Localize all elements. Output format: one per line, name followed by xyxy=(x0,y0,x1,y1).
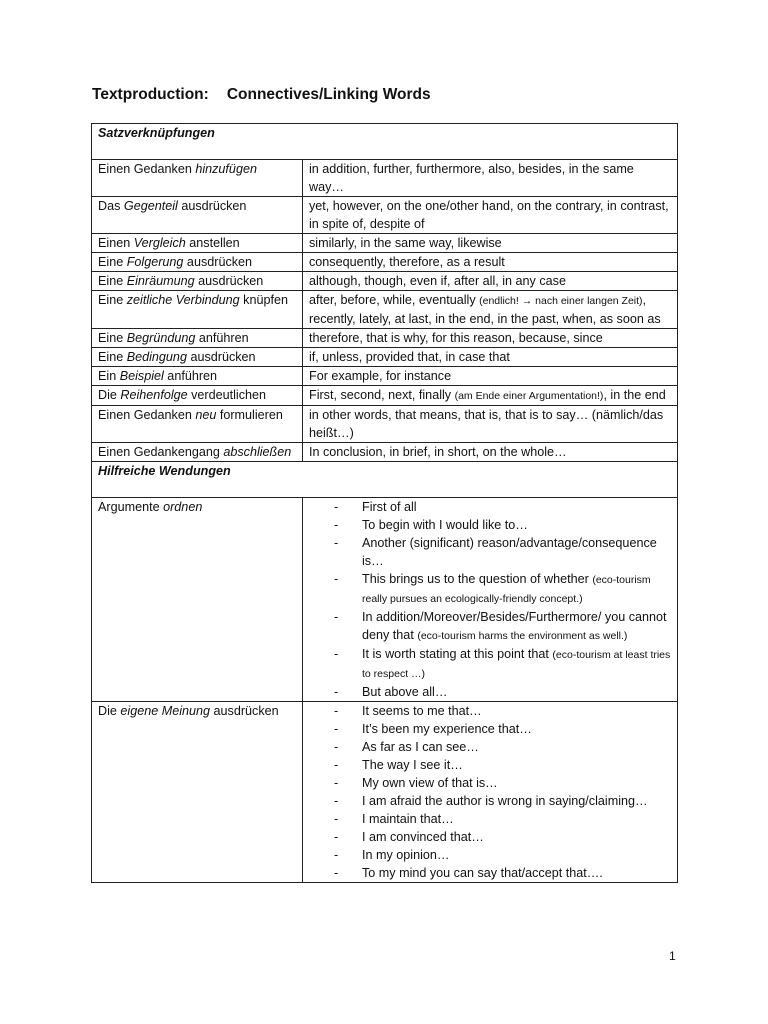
section-heading-hilfreiche-wendungen: Hilfreiche Wendungen xyxy=(92,462,678,498)
list-item: - The way I see it… xyxy=(356,756,671,774)
row-content: First, second, next, finally (am Ende einer Argumentation!), in the end xyxy=(303,386,678,406)
phrase-list xyxy=(309,498,671,701)
table-row xyxy=(92,406,678,443)
table-row xyxy=(92,234,678,253)
list-item: - It’s been my experience that… xyxy=(356,720,671,738)
list-item: - As far as I can see… xyxy=(356,738,671,756)
table-row xyxy=(92,291,678,329)
document-title xyxy=(92,86,431,104)
list-item: - Another (significant) reason/advantage/consequence is… xyxy=(356,534,671,570)
row-label: Die Reihenfolge verdeutlichen xyxy=(92,386,303,406)
row-content: yet, however, on the one/other hand, on the contrary, in contrast, in spite of, despite of xyxy=(303,197,678,234)
list-item: - It is worth stating at this point that (eco-tourism at least tries to respect …) xyxy=(356,645,671,683)
table-row xyxy=(92,197,678,234)
list-item: - To begin with I would like to… xyxy=(356,516,671,534)
row-label: Eine Einräumung ausdrücken xyxy=(92,272,303,291)
row-label: Einen Vergleich anstellen xyxy=(92,234,303,253)
row-content-eigene-meinung xyxy=(303,702,678,883)
row-label: Eine Folgerung ausdrücken xyxy=(92,253,303,272)
table-row xyxy=(92,443,678,462)
list-item: - I am afraid the author is wrong in saying/claiming… xyxy=(356,792,671,810)
row-label: Einen Gedanken hinzufügen xyxy=(92,160,303,197)
table-row xyxy=(92,498,678,702)
list-item: - I am convinced that… xyxy=(356,828,671,846)
row-label: Eine Bedingung ausdrücken xyxy=(92,348,303,367)
list-item: - To my mind you can say that/accept that…. xyxy=(356,864,671,882)
row-content: in other words, that means, that is, that is to say… (nämlich/das heißt…) xyxy=(303,406,678,443)
list-item: - In my opinion… xyxy=(356,846,671,864)
table-row xyxy=(92,348,678,367)
table-row xyxy=(92,386,678,406)
row-content: if, unless, provided that, in case that xyxy=(303,348,678,367)
row-label: Einen Gedanken neu formulieren xyxy=(92,406,303,443)
row-content-argumente-ordnen xyxy=(303,498,678,702)
list-item: - In addition/Moreover/Besides/Furthermore/ you cannot deny that (eco-tourism harms the environment as well.) xyxy=(356,608,671,645)
table-row xyxy=(92,329,678,348)
list-item: - I maintain that… xyxy=(356,810,671,828)
row-content: similarly, in the same way, likewise xyxy=(303,234,678,253)
row-label-argumente-ordnen: Argumente ordnen xyxy=(92,498,303,702)
list-item: - First of all xyxy=(356,498,671,516)
section-header-row xyxy=(92,124,678,160)
row-label: Einen Gedankengang abschließen xyxy=(92,443,303,462)
list-item: - My own view of that is… xyxy=(356,774,671,792)
section-heading-satzverknuepfungen: Satzverknüpfungen xyxy=(92,124,678,160)
section-header-row xyxy=(92,462,678,498)
title-part-1: Textproduction: xyxy=(92,86,209,103)
row-content: For example, for instance xyxy=(303,367,678,386)
table-row xyxy=(92,702,678,883)
row-content: In conclusion, in brief, in short, on the whole… xyxy=(303,443,678,462)
phrase-list xyxy=(309,702,671,882)
row-label: Ein Beispiel anführen xyxy=(92,367,303,386)
connectives-table xyxy=(91,123,678,883)
list-item: - But above all… xyxy=(356,683,671,701)
table-row xyxy=(92,160,678,197)
row-label: Das Gegenteil ausdrücken xyxy=(92,197,303,234)
row-content: consequently, therefore, as a result xyxy=(303,253,678,272)
row-content: therefore, that is why, for this reason, because, since xyxy=(303,329,678,348)
title-part-2: Connectives/Linking Words xyxy=(226,86,431,103)
row-content: after, before, while, eventually (endlich! → nach einer langen Zeit), recently, lately, at last, in the end, in the past, when, as soon as xyxy=(303,291,678,329)
table-row xyxy=(92,272,678,291)
list-item: - This brings us to the question of whether (eco-tourism really pursues an ecologically-friendly concept.) xyxy=(356,570,671,608)
table-row xyxy=(92,367,678,386)
row-label-eigene-meinung: Die eigene Meinung ausdrücken xyxy=(92,702,303,883)
table-row xyxy=(92,253,678,272)
row-label: Eine zeitliche Verbindung knüpfen xyxy=(92,291,303,329)
row-label: Eine Begründung anführen xyxy=(92,329,303,348)
row-content: in addition, further, furthermore, also, besides, in the same way… xyxy=(303,160,678,197)
page-number: 1 xyxy=(669,949,676,963)
row-content: although, though, even if, after all, in any case xyxy=(303,272,678,291)
list-item: - It seems to me that… xyxy=(356,702,671,720)
